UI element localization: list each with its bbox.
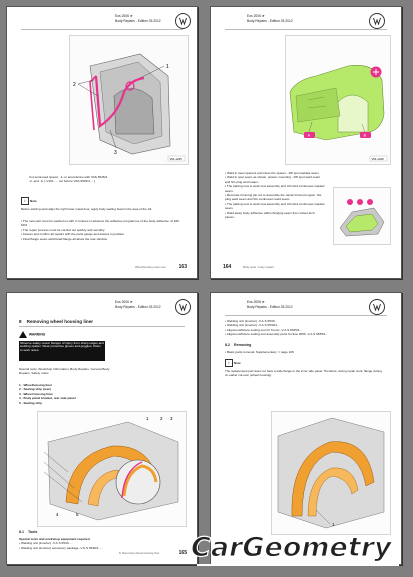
cargeometry-watermark <box>191 532 403 570</box>
bullet-list <box>21 219 183 241</box>
manual-page-166 <box>210 292 402 565</box>
note-block <box>21 197 183 211</box>
bullet-item: • The parting new is weld new assembly and UO-2A4 continuous welded seam. <box>225 201 325 211</box>
tool-item: • Welding unit (inverter) -V.A.S 6530/1- <box>225 323 279 328</box>
header-subtitle: Body Repairs - Edition 03.2012 <box>247 305 293 309</box>
page-number: 165 <box>178 550 187 556</box>
body-line-2: -2- and -3- (-V101- ... cut before VAS 6545/4, ...) <box>29 179 96 184</box>
manual-page-164 <box>210 6 402 279</box>
page-footer-text: Wheelhousing outer rear <box>135 265 166 269</box>
bullet-list <box>225 171 325 219</box>
note-label: Note <box>30 198 37 203</box>
figure-id: V01-1246 <box>371 157 384 161</box>
tools-list-continued <box>225 319 355 337</box>
figure-wheel-housing-liner <box>37 411 187 527</box>
page-number: 164 <box>223 264 232 270</box>
header-subtitle: Body Repairs - Edition 03.2012 <box>247 19 293 23</box>
page-number: 163 <box>178 264 187 270</box>
page-footer-text: 8. Removing wheel housing liner <box>119 551 160 555</box>
figure-liner-cutout <box>271 411 391 535</box>
legend-item: 1 - Wheelhousing liner <box>19 383 53 387</box>
subsection-number: 8.2 <box>225 343 230 347</box>
header-subtitle: Body Repairs - Edition 03.2012 <box>115 305 161 309</box>
header-title: Eos 2006 ➤ <box>115 14 133 18</box>
warning-icon <box>19 331 27 338</box>
bullet-item: • Final flange seam weld bead flange all about the rear window. <box>21 236 108 241</box>
bullet-item: • The new part must be welded on with 2 minutes in advance the adhesive programme of the body adhesive -D 180 KD3 ... <box>21 219 179 228</box>
manual-page-163 <box>6 6 198 279</box>
legend-item: 5 - Sealing strip <box>19 400 43 405</box>
note-icon: i <box>21 197 29 205</box>
note-block <box>225 359 385 377</box>
tool-item: • Alignment/fixture setting tool for Tourer -V.A.S 6535/1- <box>225 327 301 332</box>
bullet-item: • Assess and confirm all repairs with the parts gauge and assess in position. <box>21 232 125 237</box>
header-title: Eos 2006 ➤ <box>247 300 265 304</box>
vw-logo <box>175 299 191 315</box>
header-title: Eos 2006 ➤ <box>115 300 133 304</box>
legend-item: 4 - Body panel bracket, rear side panel <box>19 396 76 401</box>
header-rule <box>225 315 387 316</box>
callout-2: 2 <box>160 416 163 421</box>
legend-item: 3 - Wheel housing liner <box>19 391 53 396</box>
bullet-item: • The repair process must be carried out quickly and sensibly. <box>21 227 106 232</box>
callout-3: 3 <box>170 416 173 421</box>
subsection-title: Tools <box>28 530 38 534</box>
section-title: Removing wheel housing liner <box>26 319 94 324</box>
callout-1: 1 <box>332 522 335 527</box>
callout-3: 3 <box>114 150 117 156</box>
figure-replacement-part <box>285 35 391 165</box>
callout-5: 5 <box>76 512 79 517</box>
bullet-item: • Weld away body adhesive within flanging seam from wheel arch pieces. <box>225 210 315 220</box>
header-subtitle: Body Repairs - Edition 03.2012 <box>115 19 161 23</box>
warning-text: Observe safety notes! Danger of injury from sharp edges and welding spatter. Wear protective gloves and goggles. Refer to work notes. <box>19 341 105 361</box>
legend-list <box>19 383 77 405</box>
subsection-title: Removing <box>234 343 252 347</box>
body-line-1: Cut tensioned spacer, -1- in accordance with VAS 6545/4, <box>29 175 109 179</box>
tools-intro: Special tools and workshop equipment required <box>19 537 90 541</box>
tool-item: • Alignment/fixture setting tool assembly parts for Eos 2006 -V.A.S 6535/1- <box>225 332 327 337</box>
note-text: Before starting work align the right lower metal door, apply body sealing bead in the area of the sill. <box>21 207 152 211</box>
warning-header <box>19 331 45 338</box>
section-heading <box>19 319 93 324</box>
watermark-underline <box>197 564 399 566</box>
subsection-heading <box>19 530 37 534</box>
subsection-number: 8.1 <box>19 530 24 534</box>
body-text <box>29 175 179 184</box>
note-label: Note <box>234 360 241 365</box>
vw-logo <box>369 13 385 29</box>
note-text: The replacement part does not have a wide flange to the inner side panel. Therefore, during repair work, flange cutting on earlier cut-over (wheel housing). <box>225 369 382 377</box>
callout-B: B <box>363 132 367 138</box>
callout-4: 4 <box>56 512 59 517</box>
header-title: Eos 2006 ➤ <box>247 14 265 18</box>
tool-item: • Welding unit (inverter) -V.A.S 6530- <box>225 319 276 323</box>
header-rule <box>21 29 183 30</box>
note-icon: i <box>225 359 233 367</box>
bullet-item: • Recreate trimming job cut to assemble the repair trimmed region. SG plug weld seam and SG continuous weld seam. <box>225 193 322 202</box>
bullet-item: • Weld in spot seam as shown, spacer mounting - RP spot weld seam and SG plug weld seam. <box>225 175 321 184</box>
watermark-text: CarGeometry <box>191 532 392 563</box>
tool-item: • Welding unit (inverter) -V.A.S 6530- ... <box>19 541 73 546</box>
figure-id: V01-1245 <box>169 157 182 161</box>
removing-step: • Basic parts removal: Supplementary ⇒ page 106 <box>225 350 294 354</box>
bullet-item: • The parting new is weld new assembly and UO-2A4 continuous welded seam. <box>225 184 325 193</box>
figure-weld-detail <box>333 187 391 245</box>
callout-1: 1 <box>146 416 149 421</box>
manual-page-165 <box>6 292 198 565</box>
callout-A: A <box>307 132 311 138</box>
tool-item: • Welding unit (inverter) accessory package -V.A.S 6530/1- ... <box>19 545 103 550</box>
tools-list <box>19 537 179 550</box>
vw-logo <box>369 299 385 315</box>
legend-item: 2 - Sealing strip (rear) <box>19 387 51 392</box>
vw-logo <box>175 13 191 29</box>
header-rule <box>225 29 387 30</box>
section-number: 8 <box>19 319 22 324</box>
subsection-heading <box>225 343 251 347</box>
callout-2: 2 <box>73 82 76 88</box>
bullet-item: • Weld in steel spacers and clean the spacer - RP spot welded seam. <box>225 171 320 175</box>
page-footer-text: Body work - body repairs <box>243 265 274 269</box>
callout-1: 1 <box>166 64 169 70</box>
info-text: Special tools, Workshop Information: Body Repairs, General Body Repairs, Safety notes <box>19 367 110 376</box>
warning-label: WARNING <box>28 332 46 337</box>
figure-rear-side-panel <box>69 35 189 165</box>
